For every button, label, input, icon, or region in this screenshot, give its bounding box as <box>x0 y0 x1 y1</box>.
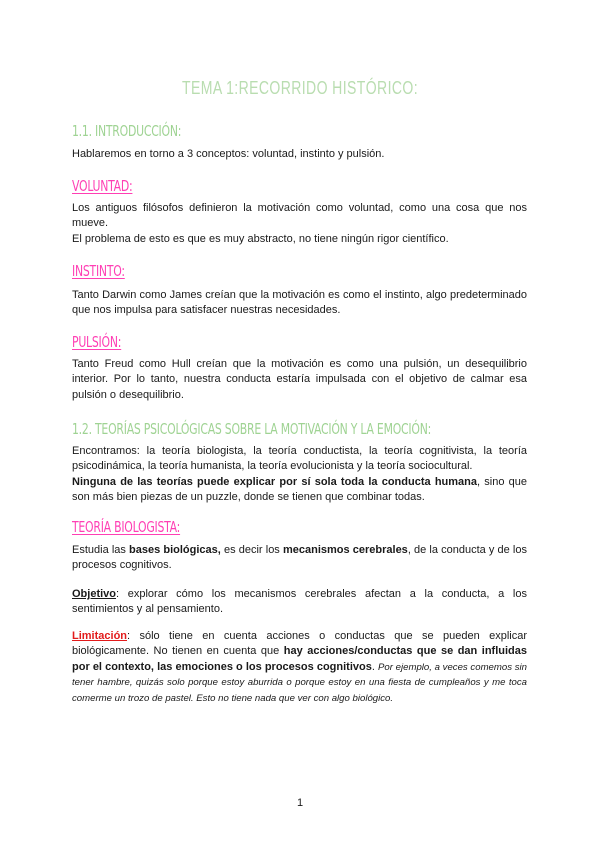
heading-voluntad: VOLUNTAD: <box>72 177 133 195</box>
teorias-text: Encontramos: la teoría biologista, la teoría conductista, la teoría cognitivista, la teoría psicodinámica, la teoría humanista, la teoría evolucionista y la teoría sociocultural. <box>72 445 527 473</box>
limitacion-text: : sólo tiene en cuenta acciones o conductas que se pueden explicar biológicamente. No tienen en cuenta que <box>72 630 527 658</box>
objetivo-paragraph <box>72 587 527 618</box>
heading-introduccion: 1.1. INTRODUCCIÓN: <box>72 122 182 140</box>
voluntad-line-1: Los antiguos filósofos definieron la motivación como voluntad, como una cosa que nos mueve. <box>72 202 527 230</box>
limitacion-label: Limitación <box>72 630 128 642</box>
limitacion-paragraph <box>72 629 527 706</box>
intro-paragraph: Hablaremos en torno a 3 conceptos: voluntad, instinto y pulsión. <box>72 148 385 160</box>
limitacion-bold: hay acciones/conductas que se dan influidas por el contexto, las emociones o los procesos cognitivos <box>72 645 527 673</box>
bio-d: mecanismos cerebrales <box>282 544 408 556</box>
heading-teorias: 1.2. TEORÍAS PSICOLÓGICAS SOBRE LA MOTIVACIÓN Y LA EMOCIÓN: <box>72 420 432 438</box>
voluntad-line-2: El problema de esto es que es muy abstracto, no tiene ningún rigor científico. <box>72 232 449 245</box>
heading-pulsion: PULSIÓN: <box>72 333 122 351</box>
page-number: 1 <box>296 797 304 809</box>
bio-c: es decir los <box>220 544 283 556</box>
voluntad-paragraph <box>72 201 527 247</box>
objetivo-text: : explorar cómo los mecanismos cerebrales afectan a la conducta, a los sentimientos y al pensamiento. <box>72 588 527 616</box>
instinto-paragraph: Tanto Darwin como James creían que la motivación es como el instinto, algo predeterminado que nos impulsa para satisfacer nuestras necesidades. <box>72 289 527 317</box>
heading-instinto: INSTINTO: <box>72 262 125 280</box>
teorias-rest: , sino que son más bien piezas de un puzzle, donde se tienen que combinar todas. <box>72 475 527 504</box>
teorias-bold: Ninguna de las teorías puede explicar por sí sola toda la conducta humana <box>72 475 477 488</box>
bio-b: bases biológicas, <box>129 544 221 556</box>
limitacion-example: Por ejemplo, a veces comemos sin tener hambre, quizás solo porque estoy aburrida o porque estoy en una fiesta de cumpleaños y me toca comerme un trozo de pastel. Esto no tiene nada que ver con algo biológico. <box>72 661 527 704</box>
bio-e: , de la conducta y de los procesos cognitivos. <box>72 544 527 572</box>
page-title: TEMA 1:RECORRIDO HISTÓRICO: <box>182 78 418 98</box>
biologista-paragraph <box>72 543 527 574</box>
heading-teoria-biologista: TEORÍA BIOLOGISTA: <box>72 518 181 536</box>
bio-a: Estudia las <box>72 544 130 556</box>
objetivo-label: Objetivo <box>72 588 117 600</box>
pulsion-paragraph: Tanto Freud como Hull creían que la motivación es como una pulsión, un desequilibrio interior. Por lo tanto, nuestra conducta estaría impulsada con el objetivo de calmar esa pulsión o desequilibrio. <box>72 358 527 401</box>
limitacion-dot: . <box>371 660 379 673</box>
teorias-paragraph <box>72 444 527 506</box>
